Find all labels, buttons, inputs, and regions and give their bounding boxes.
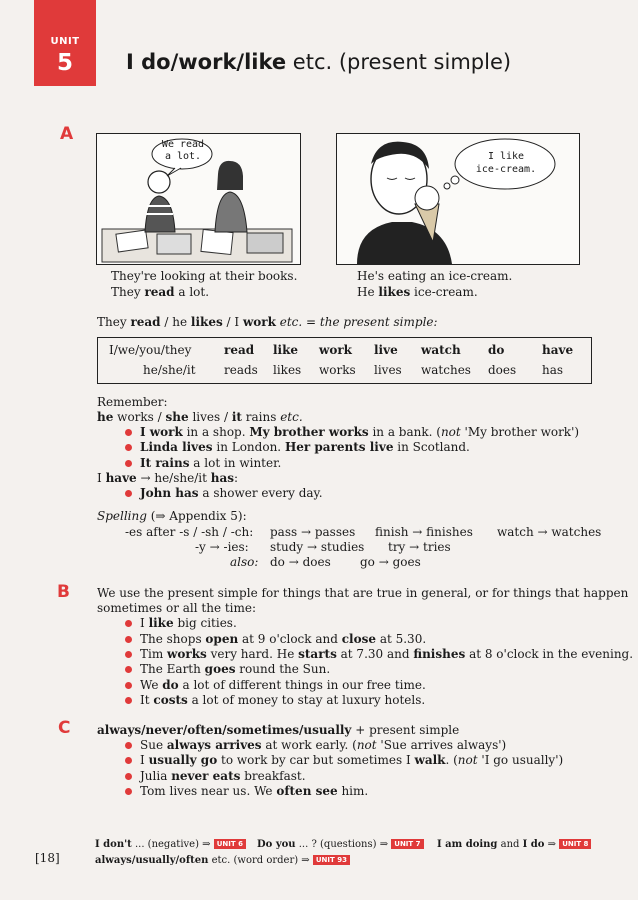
table-cell: reads <box>224 363 258 377</box>
list-item: Tom lives near us. We often see him. <box>140 784 369 798</box>
table-cell: live <box>374 343 398 357</box>
speech-bubble-left: We read a lot. <box>161 139 205 162</box>
spelling-rule-ies: -y → -ies: <box>195 540 249 554</box>
list-item: Linda lives in London. Her parents live in Scotland. <box>140 440 470 454</box>
table-cell: has <box>542 363 564 377</box>
spelling-example: do → does <box>270 555 331 569</box>
unit-link-tag[interactable]: UNIT 8 <box>559 839 591 849</box>
spelling-example: pass → passes <box>270 525 356 539</box>
spelling-example: try → tries <box>388 540 451 554</box>
section-a-letter: A <box>60 124 74 144</box>
section-b-intro: We use the present simple for things that are true in general, or for things that happen <box>97 586 629 600</box>
spelling-heading: Spelling (⇒ Appendix 5): <box>97 509 247 523</box>
list-item: Sue always arrives at work early. (not 'Sue arrives always') <box>140 738 507 752</box>
unit-label: UNIT <box>50 36 80 47</box>
list-item: Tim works very hard. He starts at 7.30 and finishes at 8 o'clock in the evening. <box>140 647 634 661</box>
crossref-negative[interactable]: I don't ... (negative) ⇒ UNIT 6 <box>95 839 246 850</box>
table-cell: works <box>319 363 356 377</box>
remember-line: he works / she lives / it rains etc. <box>97 410 303 424</box>
list-item: The shops open at 9 o'clock and close at 5.30. <box>140 632 427 646</box>
unit-link-tag[interactable]: UNIT 7 <box>391 839 423 849</box>
table-cell: lives <box>374 363 402 377</box>
page-title: I do/work/like etc. (present simple) <box>126 50 512 74</box>
table-cell: like <box>273 343 299 357</box>
conjugation-table <box>97 337 592 384</box>
spelling-example: watch → watches <box>497 525 602 539</box>
unit-badge <box>34 0 96 86</box>
caption-right: He's eating an ice-cream. He likes ice-cream. <box>357 269 513 299</box>
section-b-letter: B <box>57 582 70 602</box>
list-item: Julia never eats breakfast. <box>140 769 306 783</box>
crossref-questions[interactable]: Do you ... ? (questions) ⇒ UNIT 7 <box>257 839 424 850</box>
table-cell: have <box>542 343 574 357</box>
list-item: It costs a lot of money to stay at luxury hotels. <box>140 693 426 707</box>
unit-link-tag[interactable]: UNIT 93 <box>313 855 350 865</box>
thought-bubble-right: I like ice-cream. <box>475 151 537 175</box>
spelling-example: finish → finishes <box>375 525 473 539</box>
table-cell: watch <box>421 343 461 357</box>
crossref-word-order[interactable]: always/usually/often etc. (word order) ⇒ UNIT 93 <box>95 855 350 866</box>
list-item: John has a shower every day. <box>140 486 323 500</box>
list-item: I like big cities. <box>140 616 237 630</box>
list-item: I work in a shop. My brother works in a bank. (not 'My brother work') <box>140 425 580 439</box>
unit-number: 5 <box>56 50 73 76</box>
remember-heading: Remember: <box>97 395 168 409</box>
table-subject-plural: I/we/you/they <box>109 343 192 357</box>
crossref-present-continuous[interactable]: I am doing and I do ⇒ UNIT 8 <box>437 839 591 850</box>
have-has-line: I have → he/she/it has: <box>97 471 239 485</box>
spelling-example: study → studies <box>270 540 365 554</box>
spelling-example: go → goes <box>360 555 421 569</box>
section-c-letter: C <box>58 718 71 738</box>
caption-left: They're looking at their books. They read a lot. <box>111 269 298 299</box>
table-subject-singular: he/she/it <box>143 363 196 377</box>
table-cell: likes <box>273 363 302 377</box>
table-cell: watches <box>421 363 471 377</box>
table-cell: does <box>488 363 517 377</box>
list-item: It rains a lot in winter. <box>140 456 282 470</box>
table-cell: work <box>319 343 352 357</box>
list-item: We do a lot of different things in our free time. <box>140 678 426 692</box>
section-b-intro-cont: sometimes or all the time: <box>97 601 257 615</box>
list-item: I usually go to work by car but sometimes I walk. (not 'I go usually') <box>140 753 564 767</box>
page-number: [18] <box>35 851 60 865</box>
spelling-rule-also: also: <box>230 555 259 569</box>
unit-link-tag[interactable]: UNIT 6 <box>214 839 246 849</box>
table-cell: do <box>488 343 505 357</box>
table-cell: read <box>224 343 255 357</box>
present-simple-intro: They read / he likes / I work etc. = the present simple: <box>97 315 438 329</box>
illustration-ice-cream <box>336 133 580 265</box>
illustration-reading <box>96 133 301 265</box>
section-c-heading: always/never/often/sometimes/usually + present simple <box>97 723 460 737</box>
list-item: The Earth goes round the Sun. <box>140 662 331 676</box>
spelling-rule-es: -es after -s / -sh / -ch: <box>125 525 254 539</box>
